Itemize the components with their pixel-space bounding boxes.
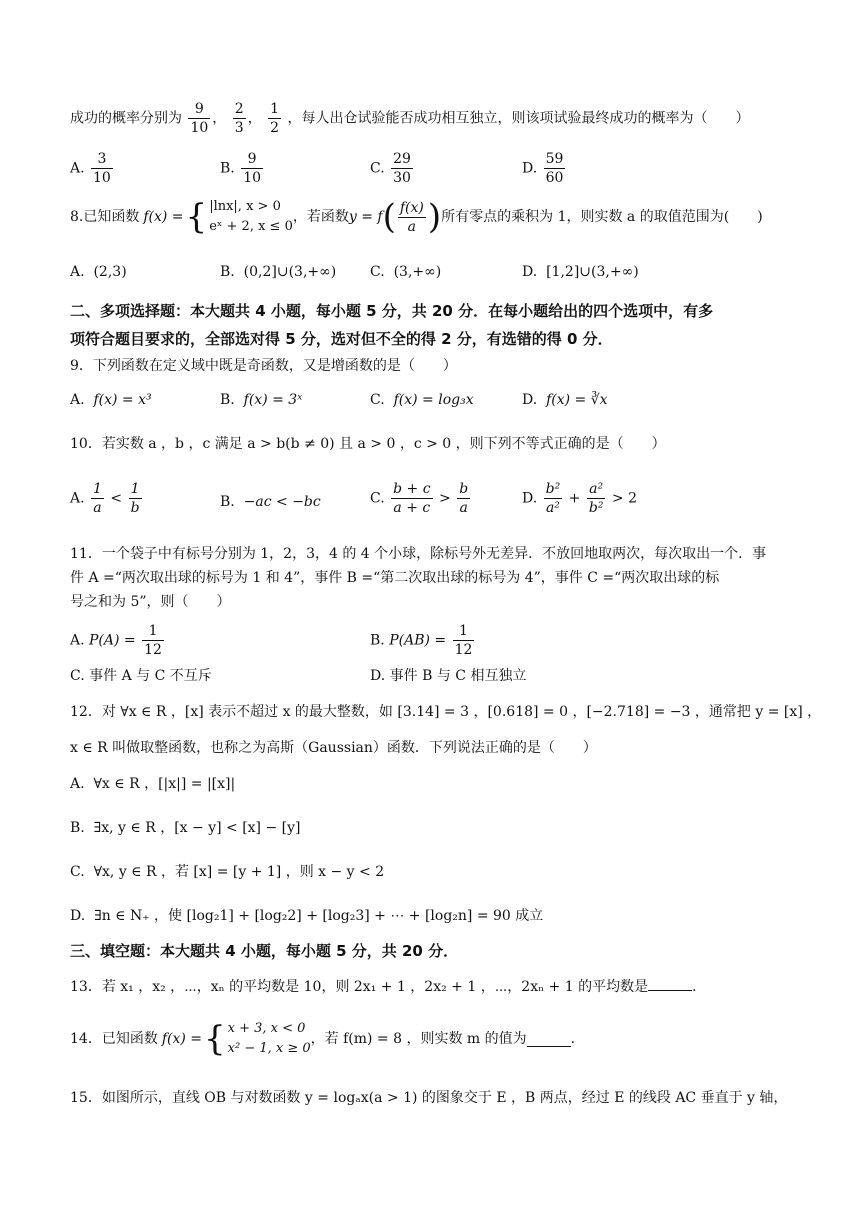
q11-option-a: A. P(A) = $\frac{1}{12}$	[70, 623, 162, 658]
q7-option-c: C. $\frac{29}{30}$	[370, 151, 411, 186]
section-heading-cont: 项符合题目要求的，全部选对得 5 分，选对但不全的得 2 分，有选错的得 0 分．	[70, 330, 613, 348]
q8-stem: 8. 已知函数 f(x) = { |lnx|, x > 0 eˣ + 2, x ≤ 0 ，若函数 y = f ( $\frac{f(x)}{a}$ ) 所有零点的乘积为 1，则实数 a 的取值范围为( )	[70, 197, 763, 237]
section-heading: 三、填空题：本大题共 4 小题，每小题 5 分，共 20 分．	[70, 942, 459, 960]
q7-stem-tail: 成功的概率分别为 $\frac{9}{10}$ ， $\frac{2}{3}$ ， $\frac{1}{2}$ ，每人出仓试验能否成功相互独立，则该项试验最终成功的概率为（ ）	[70, 101, 750, 136]
q12-stem-cont: x ∈ R 叫做取整函数，也称之为高斯（Gaussian）函数．下列说法正确的是（ ）	[70, 740, 597, 756]
q8-option-b: B. (0,2]∪(3,+∞)	[220, 264, 337, 280]
q15-stem: 15．如图所示，直线 OB 与对数函数 y = logₐx(a > 1) 的图象交于 E ，B 两点，经过 E 的线段 AC 垂直于 y 轴，	[70, 1090, 788, 1106]
q9-option-a: A. f(x) = x³	[70, 392, 152, 408]
q12-stem: 12．对 ∀x ∈ R ，[x] 表示不超过 x 的最大整数，如 [3.14] = 3 ，[0.618] = 0 ，[−2.718] = −3 ，通常把 y = [x] ，	[70, 704, 822, 720]
fraction: $\frac{2}{3}$	[234, 101, 244, 136]
q10-option-b: B. −ac < −bc	[220, 494, 321, 510]
q9-option-d: D. f(x) = ∛x	[522, 392, 608, 408]
q11-stem-cont: 号之和为 5”，则（ ）	[70, 594, 231, 610]
q11-option-d: D. 事件 B 与 C 相互独立	[370, 668, 527, 684]
q11-option-c: C. 事件 A 与 C 不互斥	[70, 668, 212, 684]
q8-option-c: C. (3,+∞)	[370, 264, 442, 280]
q14-stem: 14．已知函数 f(x) = { x + 3, x < 0 x² − 1, x ≥ 0 ，若 f(m) = 8 ，则实数 m 的值为 ．	[70, 1019, 585, 1059]
q12-option-b: B. ∃x, y ∈ R ，[x − y] < [x] − [y]	[70, 820, 301, 836]
q10-stem: 10．若实数 a ，b ，c 满足 a > b(b ≠ 0) 且 a > 0 ，c > 0 ，则下列不等式正确的是（ ）	[70, 436, 666, 452]
section-heading: 二、多项选择题：本大题共 4 小题，每小题 5 分，共 20 分．在每小题给出的四个选项中，有多	[70, 302, 714, 320]
q12-option-c: C. ∀x, y ∈ R ，若 [x] = [y + 1] ，则 x − y < 2	[70, 864, 385, 880]
q10-option-a: A. $\frac{1}{a}$ < $\frac{1}{b}$	[70, 481, 140, 516]
q9-option-c: C. f(x) = log₃x	[370, 392, 474, 408]
answer-blank[interactable]	[527, 1032, 571, 1047]
q9-option-b: B. f(x) = 3ˣ	[220, 392, 303, 408]
answer-blank[interactable]	[648, 976, 692, 991]
q12-option-d: D. ∃n ∈ N₊ ，使 [log₂1] + [log₂2] + [log₂3] + ⋯ + [log₂n] = 90 成立	[70, 908, 544, 924]
q7-option-a: A. $\frac{3}{10}$	[70, 151, 111, 186]
q10-option-c: C. $\frac{b + c}{a + c}$ > $\frac{b}{a}$	[370, 481, 469, 516]
fraction: $\frac{9}{10}$	[190, 101, 209, 136]
q11-option-b: B. P(AB) = $\frac{1}{12}$	[370, 623, 473, 658]
q9-stem: 9．下列函数在定义域中既是奇函数，又是增函数的是（ ）	[70, 358, 457, 374]
q8-option-d: D. [1,2]∪(3,+∞)	[522, 264, 639, 280]
q10-option-d: D. $\frac{\text{b²}}{\text{a²}}$ + $\frac{\text{a²}}{\text{b²}}$ > 2	[522, 481, 637, 516]
q7-option-d: D. $\frac{59}{60}$	[522, 151, 564, 186]
q11-stem: 11．一个袋子中有标号分别为 1，2，3，4 的 4 个小球，除标号外无差异．不放回地取两次，每次取出一个．事	[70, 546, 767, 562]
q13-stem: 13．若 x₁ ，x₂ ，⋯，xₙ 的平均数是 10，则 2x₁ + 1 ，2x₂ + 1 ，⋯，2xₙ + 1 的平均数是 ．	[70, 976, 706, 997]
q11-stem-cont: 件 A =“两次取出球的标号为 1 和 4”，事件 B =“第二次取出球的标号为 4”，事件 C =“两次取出球的标	[70, 570, 720, 586]
q12-option-a: A. ∀x ∈ R ，[|x|] = |[x]|	[70, 776, 236, 792]
fraction: $\frac{1}{2}$	[270, 101, 280, 136]
q7-option-b: B. $\frac{9}{10}$	[220, 151, 262, 186]
q8-option-a: A. (2,3)	[70, 264, 127, 280]
